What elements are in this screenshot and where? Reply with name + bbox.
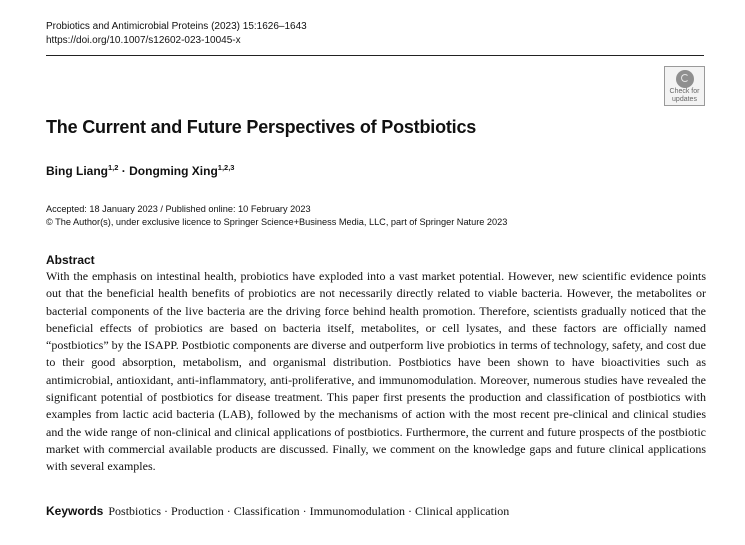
author-list [46,163,234,178]
author-name[interactable]: Bing Liang [46,164,108,178]
author-affiliation: 1,2,3 [217,163,235,172]
keywords-list: Postbiotics · Production · Classification · Immunomodulation · Clinical application [108,504,510,518]
keywords-heading: Keywords [46,504,104,518]
journal-header [46,20,307,48]
check-for-updates-line2: updates [672,95,697,103]
keywords [46,504,509,519]
copyright-line: © The Author(s), under exclusive licence to Springer Science+Business Media, LLC, part of Springer Nature 2023 [46,217,508,227]
author-name[interactable]: Dongming Xing [129,164,218,178]
abstract-text: With the emphasis on intestinal health, probiotics have exploded into a vast market potential. However, new scientific evidence points out that the beneficial health benefits of probiotics are not necessarily directly related to viable bacteria. However, the metabolites or bacterial components of the live bacteria are the driving force behind health promotion. Therefore, scientists gradually noticed that the beneficial effects of probiotics are based on bacteria itself, metabolites, or cell lysates, and these factors are officially named “postbiotics” by the ISAPP. Postbiotic components are diverse and outperform live probiotics in terms of technology, safety, and cost due to their good absorption, metabolism, and organismal distribution. Postbiotics have been shown to have bioactivities such as antimicrobial, antioxidant, anti-inflammatory, anti-proliferative, and immunomodulation. Moreover, numerous studies have revealed the significant potential of postbiotics for disease treatment. This paper first presents the production and classification of postbiotics with examples from lactic acid bacteria (LAB), followed by the mechanisms of action with the most recent pre-clinical and clinical studies and the wide range of non-clinical and clinical applications of postbiotics. Furthermore, the current and future prospects of the postbiotic market with commercial available products are discussed. Finally, we comment on the knowledge gaps and future clinical applications with several examples. [46,269,706,474]
header-rule [46,55,704,56]
author-separator: · [121,164,126,178]
abstract-heading: Abstract [46,253,95,267]
dates-line: Accepted: 18 January 2023 / Published online: 10 February 2023 [46,204,311,214]
publication-info [46,203,507,229]
check-for-updates-line1: Check for [669,88,700,95]
journal-citation: Probiotics and Antimicrobial Proteins (2023) 15:1626–1643 [46,21,307,32]
doi-link[interactable]: https://doi.org/10.1007/s12602-023-10045-x [46,35,241,46]
check-for-updates-button[interactable] [664,66,705,106]
check-for-updates-icon [676,70,694,88]
author-affiliation: 1,2 [108,163,119,172]
article-title: The Current and Future Perspectives of Postbiotics [46,117,477,137]
